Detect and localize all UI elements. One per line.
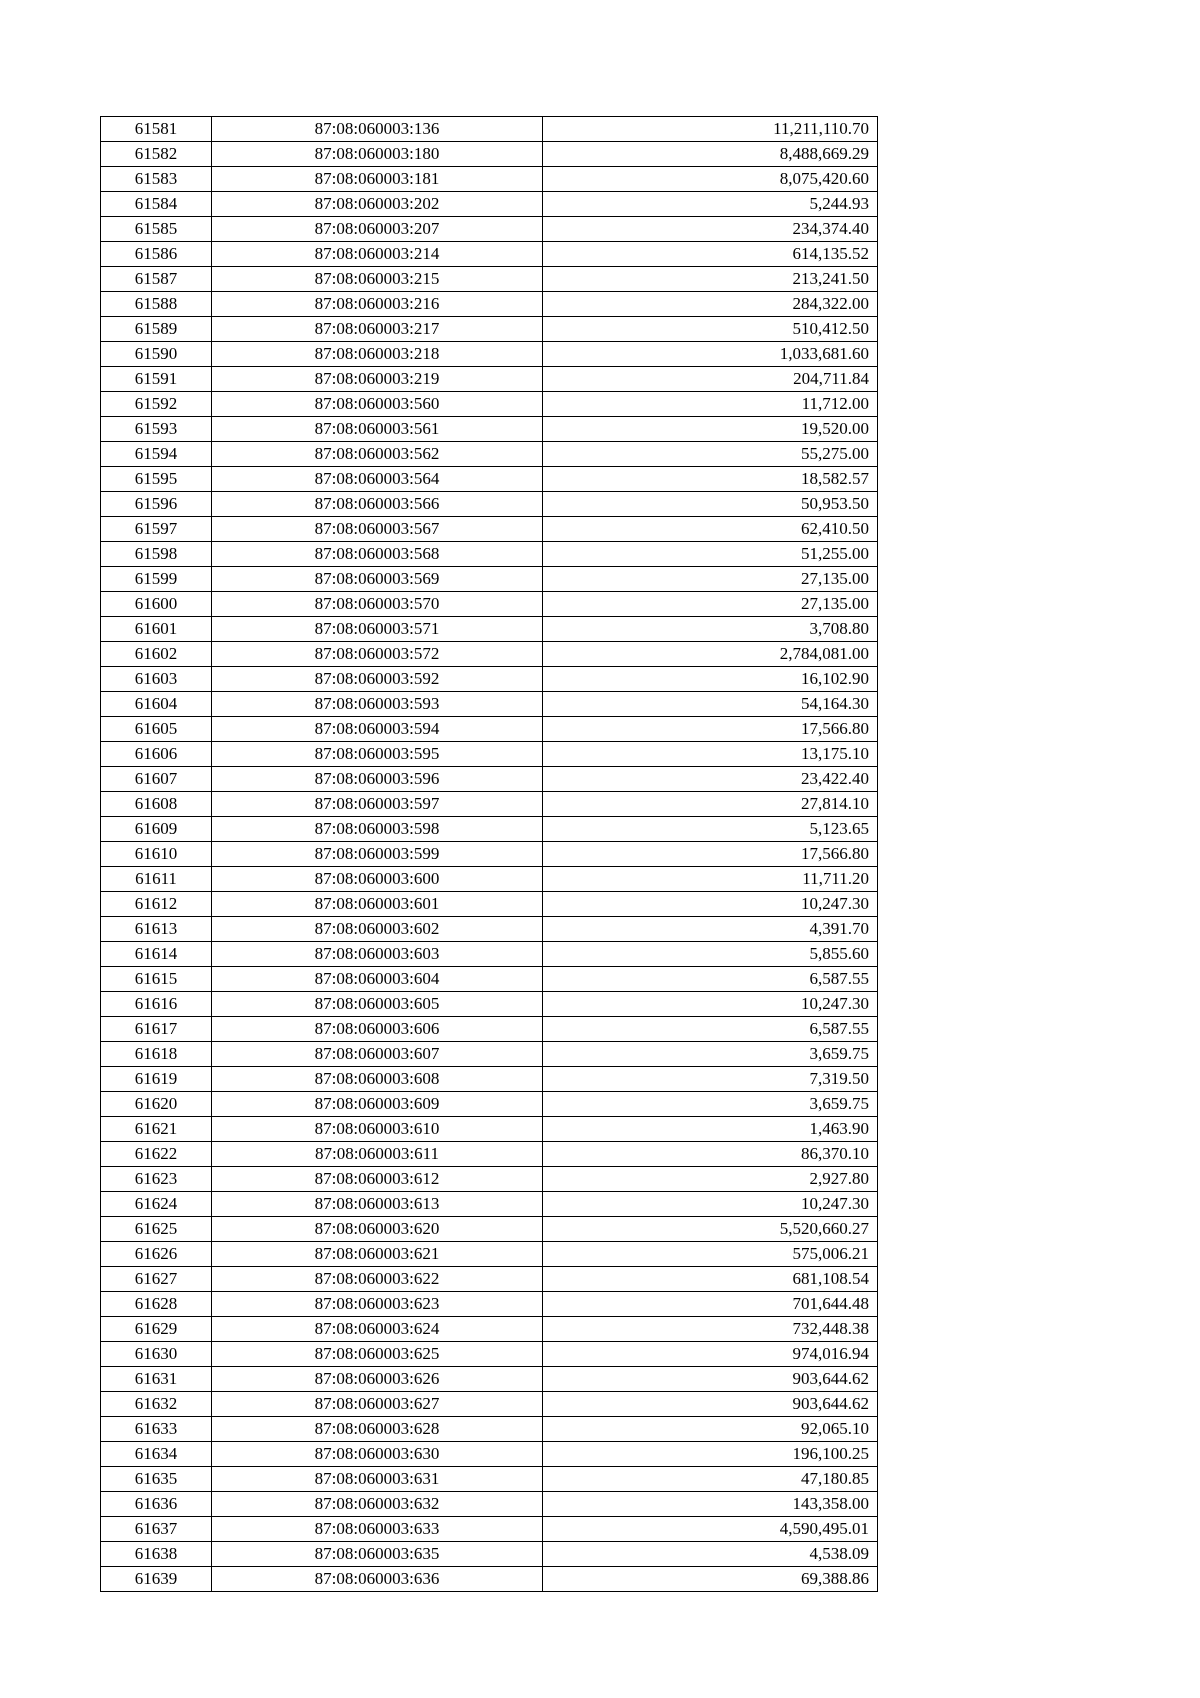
cadastral-number-cell: 87:08:060003:560 xyxy=(212,392,543,417)
table-row xyxy=(101,1292,878,1317)
row-number-cell: 61593 xyxy=(101,417,212,442)
cadastral-number-cell: 87:08:060003:611 xyxy=(212,1142,543,1167)
cadastral-number-cell: 87:08:060003:626 xyxy=(212,1367,543,1392)
table-row xyxy=(101,1517,878,1542)
row-number-cell: 61588 xyxy=(101,292,212,317)
cadastral-number-cell: 87:08:060003:181 xyxy=(212,167,543,192)
cadastral-number-cell: 87:08:060003:207 xyxy=(212,217,543,242)
cadastral-number-cell: 87:08:060003:627 xyxy=(212,1392,543,1417)
value-cell: 4,590,495.01 xyxy=(543,1517,878,1542)
value-cell: 6,587.55 xyxy=(543,967,878,992)
row-number-cell: 61615 xyxy=(101,967,212,992)
table-row xyxy=(101,217,878,242)
row-number-cell: 61612 xyxy=(101,892,212,917)
value-cell: 69,388.86 xyxy=(543,1567,878,1592)
value-cell: 10,247.30 xyxy=(543,1192,878,1217)
value-cell: 143,358.00 xyxy=(543,1492,878,1517)
cadastral-number-cell: 87:08:060003:608 xyxy=(212,1067,543,1092)
row-number-cell: 61636 xyxy=(101,1492,212,1517)
row-number-cell: 61633 xyxy=(101,1417,212,1442)
row-number-cell: 61629 xyxy=(101,1317,212,1342)
value-cell: 4,538.09 xyxy=(543,1542,878,1567)
table-row xyxy=(101,667,878,692)
row-number-cell: 61611 xyxy=(101,867,212,892)
table-row xyxy=(101,1367,878,1392)
value-cell: 204,711.84 xyxy=(543,367,878,392)
cadastral-number-cell: 87:08:060003:601 xyxy=(212,892,543,917)
row-number-cell: 61586 xyxy=(101,242,212,267)
row-number-cell: 61583 xyxy=(101,167,212,192)
cadastral-number-cell: 87:08:060003:628 xyxy=(212,1417,543,1442)
row-number-cell: 61613 xyxy=(101,917,212,942)
table-row xyxy=(101,717,878,742)
table-row xyxy=(101,992,878,1017)
value-cell: 196,100.25 xyxy=(543,1442,878,1467)
cadastral-number-cell: 87:08:060003:625 xyxy=(212,1342,543,1367)
table-row xyxy=(101,267,878,292)
row-number-cell: 61596 xyxy=(101,492,212,517)
cadastral-value-table xyxy=(100,116,878,1592)
table-row xyxy=(101,567,878,592)
value-cell: 18,582.57 xyxy=(543,467,878,492)
cadastral-number-cell: 87:08:060003:630 xyxy=(212,1442,543,1467)
row-number-cell: 61624 xyxy=(101,1192,212,1217)
cadastral-number-cell: 87:08:060003:570 xyxy=(212,592,543,617)
cadastral-number-cell: 87:08:060003:566 xyxy=(212,492,543,517)
row-number-cell: 61607 xyxy=(101,767,212,792)
row-number-cell: 61620 xyxy=(101,1092,212,1117)
cadastral-number-cell: 87:08:060003:598 xyxy=(212,817,543,842)
table-row xyxy=(101,1042,878,1067)
value-cell: 27,135.00 xyxy=(543,567,878,592)
row-number-cell: 61618 xyxy=(101,1042,212,1067)
value-cell: 17,566.80 xyxy=(543,842,878,867)
value-cell: 50,953.50 xyxy=(543,492,878,517)
table-row xyxy=(101,967,878,992)
cadastral-number-cell: 87:08:060003:610 xyxy=(212,1117,543,1142)
cadastral-number-cell: 87:08:060003:572 xyxy=(212,642,543,667)
cadastral-number-cell: 87:08:060003:596 xyxy=(212,767,543,792)
value-cell: 903,644.62 xyxy=(543,1392,878,1417)
row-number-cell: 61617 xyxy=(101,1017,212,1042)
cadastral-number-cell: 87:08:060003:571 xyxy=(212,617,543,642)
table-row xyxy=(101,842,878,867)
cadastral-number-cell: 87:08:060003:568 xyxy=(212,542,543,567)
row-number-cell: 61601 xyxy=(101,617,212,642)
table-row xyxy=(101,317,878,342)
cadastral-number-cell: 87:08:060003:219 xyxy=(212,367,543,392)
row-number-cell: 61632 xyxy=(101,1392,212,1417)
table-body xyxy=(101,117,878,1592)
cadastral-number-cell: 87:08:060003:561 xyxy=(212,417,543,442)
table-row xyxy=(101,467,878,492)
value-cell: 3,659.75 xyxy=(543,1042,878,1067)
cadastral-number-cell: 87:08:060003:633 xyxy=(212,1517,543,1542)
table-row xyxy=(101,1067,878,1092)
value-cell: 4,391.70 xyxy=(543,917,878,942)
table-row xyxy=(101,292,878,317)
value-cell: 7,319.50 xyxy=(543,1067,878,1092)
table-row xyxy=(101,617,878,642)
table-row xyxy=(101,1117,878,1142)
row-number-cell: 61595 xyxy=(101,467,212,492)
value-cell: 16,102.90 xyxy=(543,667,878,692)
value-cell: 234,374.40 xyxy=(543,217,878,242)
cadastral-number-cell: 87:08:060003:609 xyxy=(212,1092,543,1117)
cadastral-number-cell: 87:08:060003:215 xyxy=(212,267,543,292)
cadastral-number-cell: 87:08:060003:202 xyxy=(212,192,543,217)
cadastral-number-cell: 87:08:060003:136 xyxy=(212,117,543,142)
cadastral-number-cell: 87:08:060003:217 xyxy=(212,317,543,342)
row-number-cell: 61631 xyxy=(101,1367,212,1392)
cadastral-number-cell: 87:08:060003:214 xyxy=(212,242,543,267)
value-cell: 8,075,420.60 xyxy=(543,167,878,192)
cadastral-number-cell: 87:08:060003:595 xyxy=(212,742,543,767)
value-cell: 92,065.10 xyxy=(543,1417,878,1442)
cadastral-number-cell: 87:08:060003:624 xyxy=(212,1317,543,1342)
table-row xyxy=(101,792,878,817)
row-number-cell: 61584 xyxy=(101,192,212,217)
table-row xyxy=(101,867,878,892)
table-row xyxy=(101,1317,878,1342)
cadastral-number-cell: 87:08:060003:612 xyxy=(212,1167,543,1192)
row-number-cell: 61637 xyxy=(101,1517,212,1542)
row-number-cell: 61610 xyxy=(101,842,212,867)
value-cell: 27,814.10 xyxy=(543,792,878,817)
cadastral-number-cell: 87:08:060003:623 xyxy=(212,1292,543,1317)
table-row xyxy=(101,1392,878,1417)
value-cell: 13,175.10 xyxy=(543,742,878,767)
row-number-cell: 61581 xyxy=(101,117,212,142)
table-row xyxy=(101,392,878,417)
table-row xyxy=(101,117,878,142)
value-cell: 5,855.60 xyxy=(543,942,878,967)
table-row xyxy=(101,1542,878,1567)
value-cell: 10,247.30 xyxy=(543,892,878,917)
table-row xyxy=(101,1492,878,1517)
value-cell: 11,211,110.70 xyxy=(543,117,878,142)
table-row xyxy=(101,517,878,542)
cadastral-number-cell: 87:08:060003:635 xyxy=(212,1542,543,1567)
value-cell: 1,463.90 xyxy=(543,1117,878,1142)
row-number-cell: 61587 xyxy=(101,267,212,292)
value-cell: 54,164.30 xyxy=(543,692,878,717)
table-row xyxy=(101,1192,878,1217)
cadastral-number-cell: 87:08:060003:216 xyxy=(212,292,543,317)
table-row xyxy=(101,817,878,842)
row-number-cell: 61608 xyxy=(101,792,212,817)
value-cell: 23,422.40 xyxy=(543,767,878,792)
value-cell: 6,587.55 xyxy=(543,1017,878,1042)
cadastral-number-cell: 87:08:060003:602 xyxy=(212,917,543,942)
value-cell: 3,708.80 xyxy=(543,617,878,642)
row-number-cell: 61598 xyxy=(101,542,212,567)
table-row xyxy=(101,742,878,767)
row-number-cell: 61619 xyxy=(101,1067,212,1092)
table-row xyxy=(101,492,878,517)
table-row xyxy=(101,142,878,167)
value-cell: 19,520.00 xyxy=(543,417,878,442)
value-cell: 903,644.62 xyxy=(543,1367,878,1392)
cadastral-number-cell: 87:08:060003:569 xyxy=(212,567,543,592)
cadastral-number-cell: 87:08:060003:562 xyxy=(212,442,543,467)
row-number-cell: 61594 xyxy=(101,442,212,467)
table-row xyxy=(101,1467,878,1492)
table-row xyxy=(101,592,878,617)
table-row xyxy=(101,892,878,917)
row-number-cell: 61591 xyxy=(101,367,212,392)
row-number-cell: 61627 xyxy=(101,1267,212,1292)
value-cell: 614,135.52 xyxy=(543,242,878,267)
cadastral-number-cell: 87:08:060003:594 xyxy=(212,717,543,742)
value-cell: 510,412.50 xyxy=(543,317,878,342)
cadastral-number-cell: 87:08:060003:218 xyxy=(212,342,543,367)
table-row xyxy=(101,1242,878,1267)
cadastral-number-cell: 87:08:060003:180 xyxy=(212,142,543,167)
row-number-cell: 61604 xyxy=(101,692,212,717)
row-number-cell: 61638 xyxy=(101,1542,212,1567)
value-cell: 2,784,081.00 xyxy=(543,642,878,667)
table-row xyxy=(101,367,878,392)
value-cell: 2,927.80 xyxy=(543,1167,878,1192)
cadastral-number-cell: 87:08:060003:597 xyxy=(212,792,543,817)
cadastral-number-cell: 87:08:060003:607 xyxy=(212,1042,543,1067)
row-number-cell: 61639 xyxy=(101,1567,212,1592)
value-cell: 27,135.00 xyxy=(543,592,878,617)
row-number-cell: 61589 xyxy=(101,317,212,342)
table-row xyxy=(101,1092,878,1117)
row-number-cell: 61628 xyxy=(101,1292,212,1317)
value-cell: 51,255.00 xyxy=(543,542,878,567)
cadastral-number-cell: 87:08:060003:564 xyxy=(212,467,543,492)
value-cell: 11,712.00 xyxy=(543,392,878,417)
value-cell: 681,108.54 xyxy=(543,1267,878,1292)
table-row xyxy=(101,1142,878,1167)
cadastral-number-cell: 87:08:060003:567 xyxy=(212,517,543,542)
table-row xyxy=(101,942,878,967)
row-number-cell: 61599 xyxy=(101,567,212,592)
cadastral-number-cell: 87:08:060003:599 xyxy=(212,842,543,867)
table-row xyxy=(101,1217,878,1242)
cadastral-number-cell: 87:08:060003:600 xyxy=(212,867,543,892)
cadastral-number-cell: 87:08:060003:622 xyxy=(212,1267,543,1292)
table-row xyxy=(101,917,878,942)
value-cell: 86,370.10 xyxy=(543,1142,878,1167)
value-cell: 5,520,660.27 xyxy=(543,1217,878,1242)
value-cell: 575,006.21 xyxy=(543,1242,878,1267)
row-number-cell: 61625 xyxy=(101,1217,212,1242)
cadastral-number-cell: 87:08:060003:604 xyxy=(212,967,543,992)
value-cell: 47,180.85 xyxy=(543,1467,878,1492)
value-cell: 974,016.94 xyxy=(543,1342,878,1367)
row-number-cell: 61592 xyxy=(101,392,212,417)
row-number-cell: 61635 xyxy=(101,1467,212,1492)
row-number-cell: 61621 xyxy=(101,1117,212,1142)
row-number-cell: 61626 xyxy=(101,1242,212,1267)
value-cell: 5,123.65 xyxy=(543,817,878,842)
row-number-cell: 61602 xyxy=(101,642,212,667)
table-row xyxy=(101,1017,878,1042)
cadastral-number-cell: 87:08:060003:621 xyxy=(212,1242,543,1267)
row-number-cell: 61605 xyxy=(101,717,212,742)
table-row xyxy=(101,767,878,792)
cadastral-number-cell: 87:08:060003:620 xyxy=(212,1217,543,1242)
table-row xyxy=(101,692,878,717)
value-cell: 55,275.00 xyxy=(543,442,878,467)
table-row xyxy=(101,542,878,567)
cadastral-number-cell: 87:08:060003:592 xyxy=(212,667,543,692)
cadastral-number-cell: 87:08:060003:632 xyxy=(212,1492,543,1517)
table-row xyxy=(101,192,878,217)
value-cell: 11,711.20 xyxy=(543,867,878,892)
value-cell: 732,448.38 xyxy=(543,1317,878,1342)
row-number-cell: 61616 xyxy=(101,992,212,1017)
row-number-cell: 61600 xyxy=(101,592,212,617)
table-row xyxy=(101,417,878,442)
cadastral-number-cell: 87:08:060003:593 xyxy=(212,692,543,717)
row-number-cell: 61622 xyxy=(101,1142,212,1167)
row-number-cell: 61582 xyxy=(101,142,212,167)
row-number-cell: 61630 xyxy=(101,1342,212,1367)
table-row xyxy=(101,442,878,467)
cadastral-number-cell: 87:08:060003:631 xyxy=(212,1467,543,1492)
row-number-cell: 61597 xyxy=(101,517,212,542)
value-cell: 62,410.50 xyxy=(543,517,878,542)
table-row xyxy=(101,342,878,367)
value-cell: 10,247.30 xyxy=(543,992,878,1017)
row-number-cell: 61590 xyxy=(101,342,212,367)
table-row xyxy=(101,242,878,267)
row-number-cell: 61634 xyxy=(101,1442,212,1467)
table-row xyxy=(101,1417,878,1442)
row-number-cell: 61609 xyxy=(101,817,212,842)
row-number-cell: 61623 xyxy=(101,1167,212,1192)
value-cell: 17,566.80 xyxy=(543,717,878,742)
table-row xyxy=(101,642,878,667)
cadastral-number-cell: 87:08:060003:605 xyxy=(212,992,543,1017)
value-cell: 284,322.00 xyxy=(543,292,878,317)
table-row xyxy=(101,1567,878,1592)
table-row xyxy=(101,1442,878,1467)
value-cell: 5,244.93 xyxy=(543,192,878,217)
table-row xyxy=(101,1267,878,1292)
value-cell: 701,644.48 xyxy=(543,1292,878,1317)
table-row xyxy=(101,167,878,192)
row-number-cell: 61603 xyxy=(101,667,212,692)
value-cell: 213,241.50 xyxy=(543,267,878,292)
value-cell: 3,659.75 xyxy=(543,1092,878,1117)
value-cell: 1,033,681.60 xyxy=(543,342,878,367)
row-number-cell: 61614 xyxy=(101,942,212,967)
table-row xyxy=(101,1167,878,1192)
row-number-cell: 61606 xyxy=(101,742,212,767)
cadastral-number-cell: 87:08:060003:606 xyxy=(212,1017,543,1042)
cadastral-number-cell: 87:08:060003:636 xyxy=(212,1567,543,1592)
value-cell: 8,488,669.29 xyxy=(543,142,878,167)
cadastral-number-cell: 87:08:060003:603 xyxy=(212,942,543,967)
row-number-cell: 61585 xyxy=(101,217,212,242)
cadastral-number-cell: 87:08:060003:613 xyxy=(212,1192,543,1217)
table-row xyxy=(101,1342,878,1367)
